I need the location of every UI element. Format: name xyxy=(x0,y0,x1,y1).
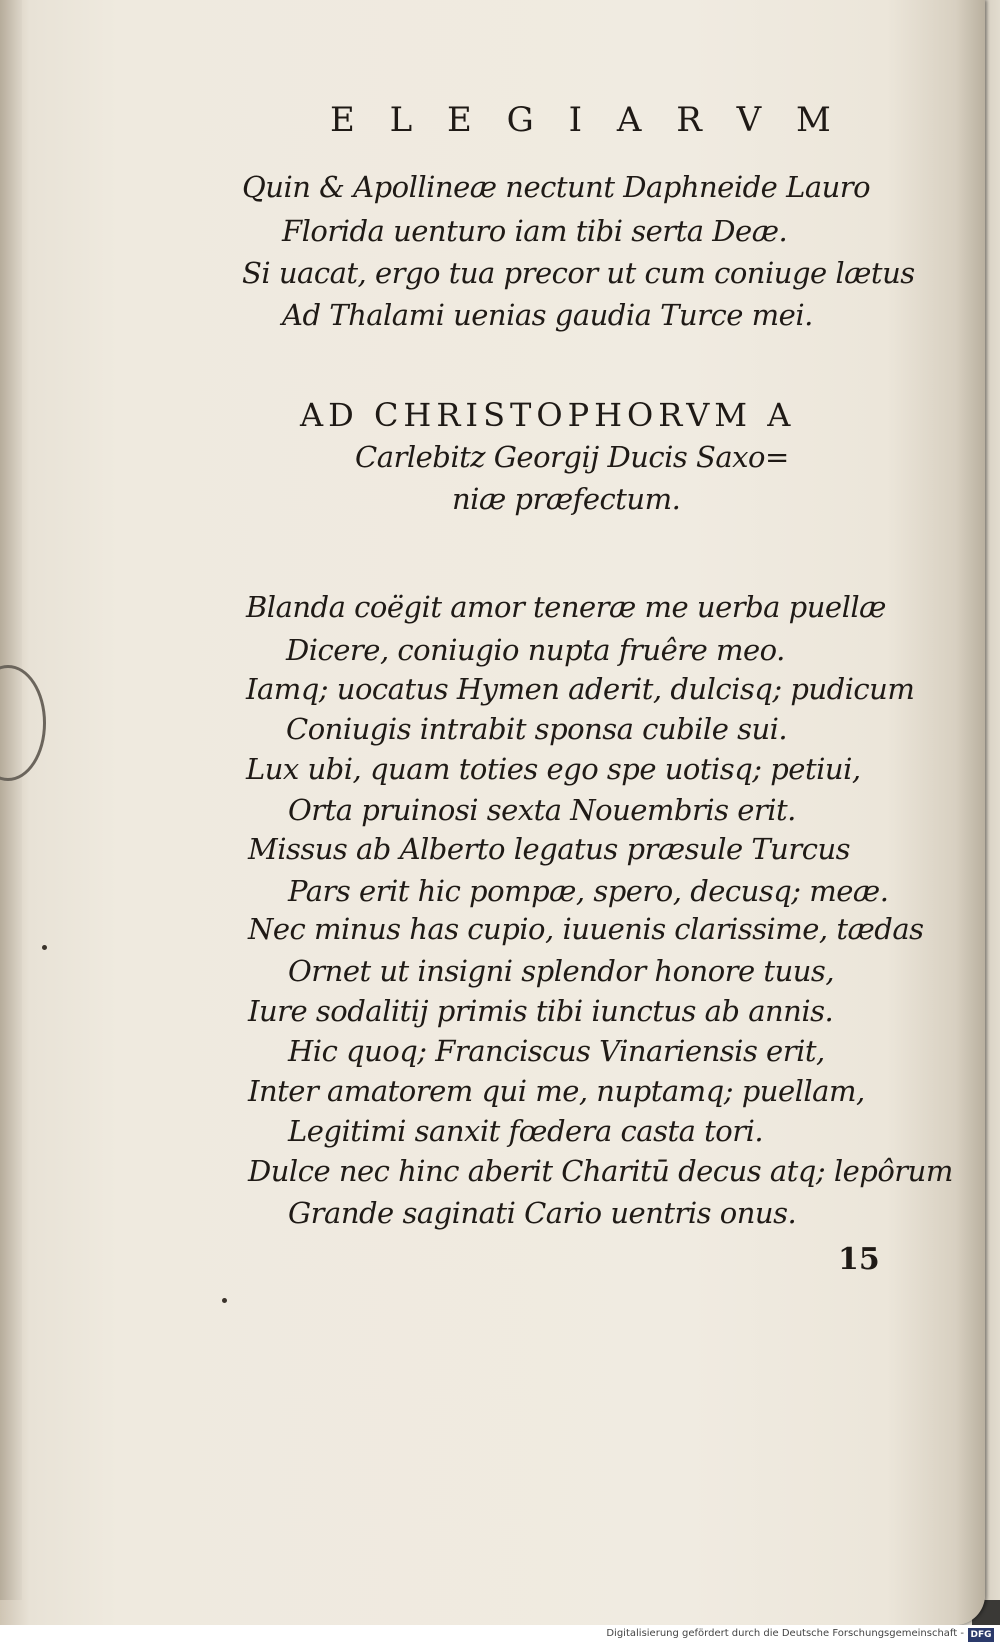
running-head: E L E G I A R V M xyxy=(330,100,843,140)
verse-line: Iamq; uocatus Hymen aderit, dulcisq; pudicum xyxy=(246,672,915,706)
verse-line: Ornet ut insigni splendor honore tuus, xyxy=(288,954,835,988)
dfg-logo: DFG xyxy=(968,1628,994,1642)
verse-line: Hic quoq; Franciscus Vinariensis erit, xyxy=(288,1034,825,1068)
verse-line: Missus ab Alberto legatus præsule Turcus xyxy=(248,832,851,866)
page-gutter xyxy=(0,0,22,1600)
verse-line: Lux ubi, quam toties ego spe uotisq; petiui, xyxy=(246,752,861,786)
verse-line: Inter amatorem qui me, nuptamq; puellam, xyxy=(248,1074,865,1108)
verse-line: Nec minus has cupio, iuuenis clarissime, tædas xyxy=(248,912,924,946)
verse-line: Coniugis intrabit sponsa cubile sui. xyxy=(286,712,788,746)
ink-blot xyxy=(222,1298,227,1303)
verse-line: Legitimi sanxit fœdera casta tori. xyxy=(288,1114,764,1148)
verse-line: Dicere, coniugio nupta fruêre meo. xyxy=(286,633,785,667)
ink-blot xyxy=(42,945,47,950)
verse-line: Grande saginati Cario uentris onus. xyxy=(288,1196,797,1230)
page-number: 15 xyxy=(838,1242,880,1277)
verse-line: Pars erit hic pompæ, spero, decusq; meæ. xyxy=(288,874,889,908)
poem-heading: niæ præfectum. xyxy=(452,482,681,516)
verse-line: Dulce nec hinc aberit Charitū decus atq; lepôrum xyxy=(248,1154,953,1188)
poem-heading: Carlebitz Georgij Ducis Saxo= xyxy=(355,440,789,474)
digitization-footer xyxy=(0,1625,1000,1646)
verse-line: Florida uenturo iam tibi serta Deæ. xyxy=(282,214,788,248)
page-clip xyxy=(0,665,46,781)
verse-line: Orta pruinosi sexta Nouembris erit. xyxy=(288,793,796,827)
verse-line: Iure sodalitij primis tibi iunctus ab annis. xyxy=(248,994,834,1028)
verse-line: Si uacat, ergo tua precor ut cum coniuge lætus xyxy=(242,256,915,290)
poem-heading: AD CHRISTOPHORVM A xyxy=(300,396,796,434)
verse-line: Quin & Apollineæ nectunt Daphneide Lauro xyxy=(242,170,871,204)
verse-line: Blanda coëgit amor teneræ me uerba puellæ xyxy=(246,590,886,624)
verse-line: Ad Thalami uenias gaudia Turce mei. xyxy=(282,298,813,332)
funding-credit: Digitalisierung gefördert durch die Deutsche Forschungsgemeinschaft - xyxy=(606,1628,964,1639)
